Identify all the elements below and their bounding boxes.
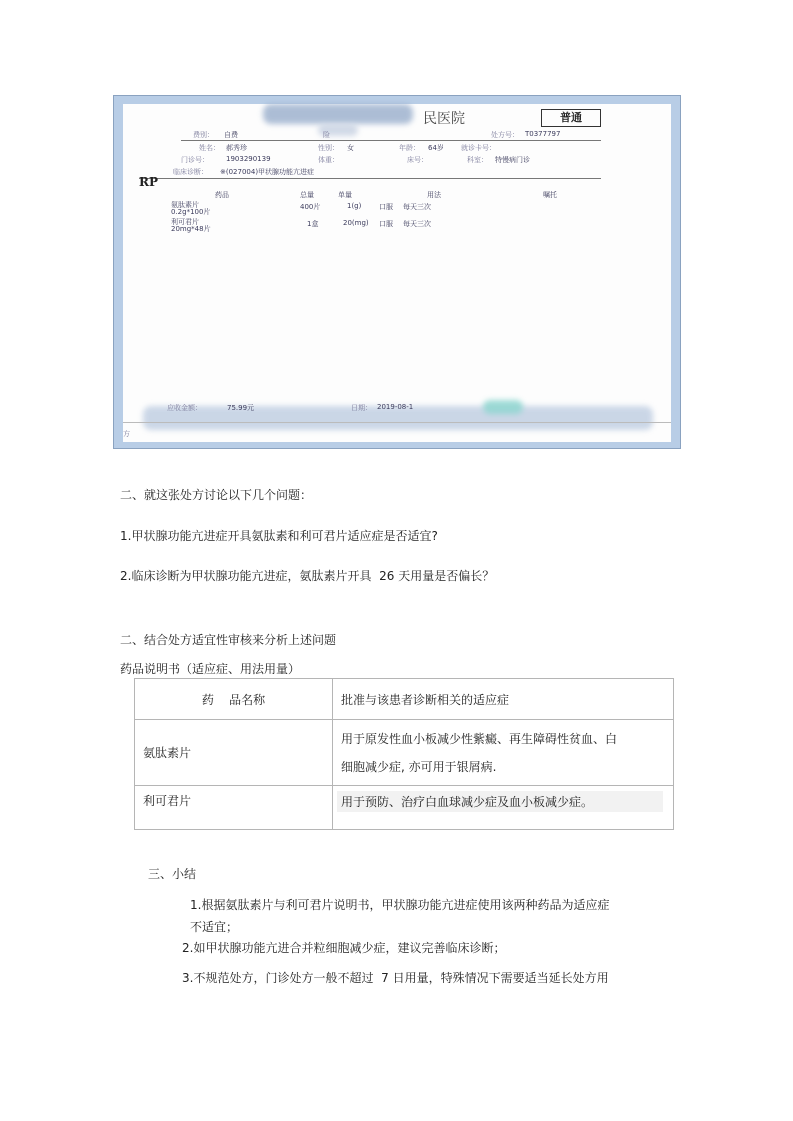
drug-name-cell: 氨肽素片	[135, 720, 333, 786]
diagnosis-value: ※(027004)甲状腺功能亢进症	[220, 168, 315, 176]
indication-cell	[333, 720, 674, 786]
question-2-pre: 2.临床诊断为甲状腺功能亢进症，氨肽素片开具	[120, 569, 372, 583]
name-value: 郝秀珍	[226, 144, 247, 152]
summary-3	[182, 969, 609, 986]
rx-item-spec: 20mg*48片	[171, 225, 211, 233]
age-value: 64岁	[428, 144, 444, 152]
section3-title: 三、小结	[148, 867, 197, 881]
hospital-name: 民医院	[423, 111, 465, 127]
rule	[181, 140, 601, 141]
fee-label: 费别：	[193, 131, 214, 139]
redacted-stamp	[483, 400, 523, 414]
rx-no-label: 处方号：	[491, 131, 519, 139]
col-note: 嘱托	[543, 191, 557, 199]
rule	[123, 422, 671, 423]
rx-item-spec: 0.2g*100片	[171, 208, 211, 216]
sex-value: 女	[347, 144, 354, 152]
rx-item-name: 氨肽素片	[171, 201, 199, 209]
redacted-hospital-name	[263, 104, 413, 124]
rx-item-dose: 1(g)	[347, 202, 362, 210]
weight-label: 体重：	[318, 156, 339, 164]
col-usage: 用法	[427, 191, 441, 199]
col-total: 总量	[300, 191, 314, 199]
rx-no-value: T0377797	[525, 130, 561, 138]
table-header-row	[135, 679, 674, 720]
dept-label: 科室：	[467, 156, 488, 164]
fee-value: 自费	[224, 131, 238, 139]
rx-item-name: 利可君片	[171, 218, 199, 226]
manual-title: 药品说明书（适应症、用法用量）	[120, 662, 301, 676]
section2b-title: 二、结合处方适宜性审核来分析上述问题	[120, 633, 337, 647]
rx-item-freq: 每天三次	[403, 203, 431, 211]
rx-item-route: 口服	[379, 220, 393, 228]
insurance-label: 险	[323, 131, 330, 139]
clinic-label: 门诊号：	[181, 156, 209, 164]
indication-line: 用于原发性血小板减少性紫癜、再生障碍性贫血、白	[341, 731, 618, 746]
age-label: 年龄：	[399, 144, 420, 152]
rx-item-route: 口服	[379, 203, 393, 211]
amount-label: 应收金额：	[167, 404, 202, 412]
table-row	[135, 786, 674, 830]
date-value: 2019-08-1	[377, 403, 414, 411]
prescription-type-badge: 普通	[541, 109, 601, 127]
indication-line: 细胞减少症, 亦可用于银屑病.	[341, 759, 497, 774]
card-label: 就诊卡号：	[461, 144, 496, 152]
indication-table	[134, 678, 674, 830]
rx-item-total: 400片	[300, 203, 321, 211]
summary-3-post: 日用量，特殊情况下需要适当延长处方用	[392, 971, 609, 985]
bed-label: 床号：	[407, 156, 428, 164]
diagnosis-label: 临床诊断：	[173, 168, 208, 176]
question-1: 1.甲状腺功能亢进症开具氨肽素和利可君片适应症是否适宜?	[120, 529, 438, 543]
question-2-post: 天用量是否偏长？	[398, 569, 495, 583]
name-label: 姓名：	[199, 144, 220, 152]
summary-1-line1: 1.根据氨肽素片与利可君片说明书，甲状腺功能亢进症使用该两种药品为适应症	[190, 898, 610, 912]
prescription-image	[113, 95, 681, 449]
prescription-paper	[123, 104, 671, 442]
rx-item-dose: 20(mg)	[343, 219, 369, 227]
indication-cell	[333, 786, 674, 830]
question-2-days: 26	[379, 569, 395, 583]
header-indication: 批准与该患者诊断相关的适应症	[333, 679, 674, 720]
summary-1-line2: 不适宜；	[190, 920, 239, 934]
corner-text: 方	[123, 430, 130, 438]
summary-3-pre: 3.不规范处方，门诊处方一般不超过	[182, 971, 374, 985]
section2-title: 二、就这张处方讨论以下几个问题：	[120, 488, 313, 502]
rule	[139, 178, 601, 179]
dept-value: 特慢病门诊	[495, 156, 530, 164]
table-row	[135, 720, 674, 786]
amount-value: 75.99元	[227, 404, 255, 412]
indication-line: 用于预防、治疗白血球减少症及血小板减少症。	[337, 791, 663, 812]
rx-item-freq: 每天三次	[403, 220, 431, 228]
summary-2: 2.如甲状腺功能亢进合并粒细胞减少症，建议完善临床诊断；	[182, 941, 506, 955]
date-label: 日期：	[351, 404, 372, 412]
rx-item-total: 1盒	[307, 220, 319, 228]
clinic-value: 1903290139	[226, 155, 271, 163]
question-2	[120, 567, 494, 584]
col-drug: 药品	[215, 191, 229, 199]
drug-name-cell: 利可君片	[135, 786, 333, 830]
summary-3-days: 7	[381, 971, 389, 985]
sex-label: 性别：	[318, 144, 339, 152]
col-dose: 单量	[338, 191, 352, 199]
header-drug-name: 药 品名称	[135, 679, 333, 720]
rp-mark: RP	[139, 175, 158, 189]
